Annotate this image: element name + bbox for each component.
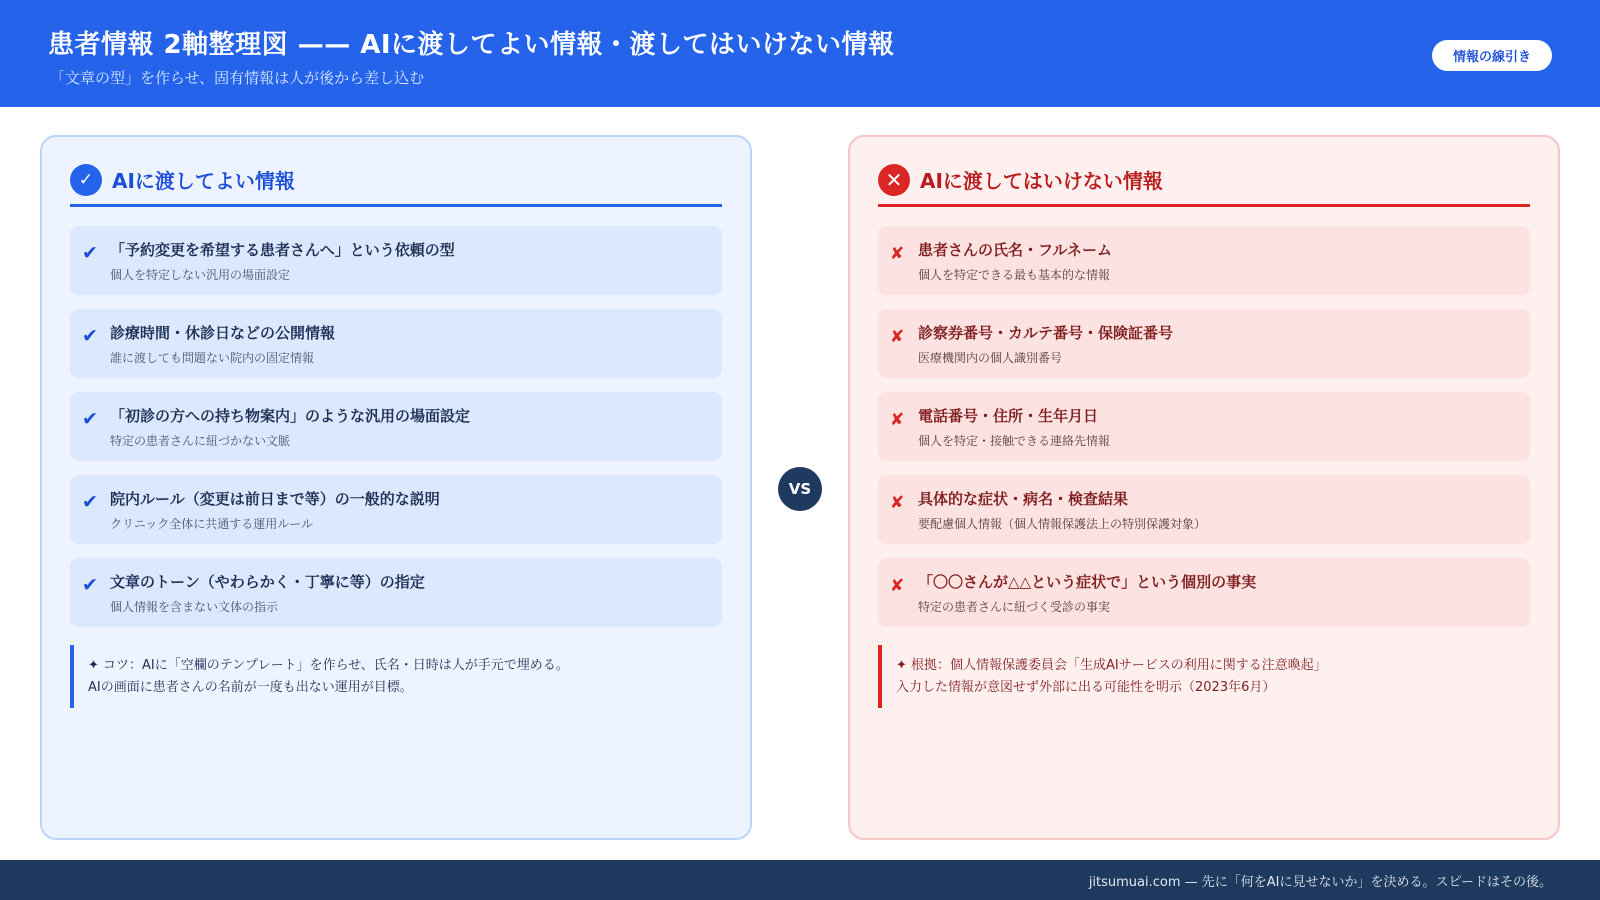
forbidden-item bbox=[878, 475, 1530, 544]
forbidden-item-title: 診察券番号・カルテ番号・保険証番号 bbox=[918, 324, 1174, 342]
allowed-item bbox=[70, 226, 722, 295]
forbidden-item-title: 具体的な症状・病名・検査結果 bbox=[918, 490, 1129, 508]
category-badge: 情報の線引き bbox=[1432, 40, 1552, 71]
forbidden-panel-header bbox=[878, 161, 1530, 207]
forbidden-panel-title: AIに渡してはいけない情報 bbox=[920, 169, 1163, 193]
allowed-item-desc: 個人を特定しない汎用の場面設定 bbox=[110, 268, 291, 282]
cross-icon: ✕ bbox=[878, 164, 910, 196]
forbidden-info-panel bbox=[848, 135, 1560, 840]
allowed-item bbox=[70, 558, 722, 627]
allowed-item-title: 「予約変更を希望する患者さんへ」という依頼の型 bbox=[110, 241, 455, 259]
tip-note-line: ✦ コツ：AIに「空欄のテンプレート」を作らせ、氏名・日時は人が手元で埋める。 bbox=[88, 658, 569, 673]
x-mark-icon: ✘ bbox=[890, 244, 905, 264]
forbidden-list bbox=[878, 226, 1530, 641]
footer-text: jitsumuai.com — 先に「何をAIに見せないか」を決める。スピードはその後。 bbox=[1088, 875, 1552, 890]
check-icon: ✓ bbox=[70, 164, 102, 196]
allowed-item bbox=[70, 475, 722, 544]
forbidden-item-desc: 個人を特定できる最も基本的な情報 bbox=[918, 268, 1111, 282]
forbidden-item bbox=[878, 309, 1530, 378]
forbidden-item bbox=[878, 226, 1530, 295]
allowed-item-desc: クリニック全体に共通する運用ルール bbox=[110, 517, 314, 531]
checkmark-icon: ✔ bbox=[82, 242, 98, 264]
forbidden-item-title: 患者さんの氏名・フルネーム bbox=[918, 241, 1112, 259]
checkmark-icon: ✔ bbox=[82, 574, 98, 596]
footer-bar bbox=[0, 860, 1600, 900]
allowed-item-title: 院内ルール（変更は前日まで等）の一般的な説明 bbox=[110, 490, 440, 508]
allowed-info-panel bbox=[40, 135, 752, 840]
source-note-line: 入力した情報が意図せず外部に出る可能性を明示（2023年6月） bbox=[896, 680, 1276, 695]
allowed-item-desc: 特定の患者さんに紐づかない文脈 bbox=[110, 434, 291, 448]
x-mark-icon: ✘ bbox=[890, 410, 905, 430]
allowed-item-title: 文章のトーン（やわらかく・丁寧に等）の指定 bbox=[110, 573, 425, 591]
vs-badge: VS bbox=[778, 467, 822, 511]
source-note bbox=[878, 645, 1530, 708]
checkmark-icon: ✔ bbox=[82, 491, 98, 513]
forbidden-item-title: 「〇〇さんが△△という症状で」という個別の事実 bbox=[918, 573, 1257, 591]
x-mark-icon: ✘ bbox=[890, 327, 905, 347]
allowed-item-title: 診療時間・休診日などの公開情報 bbox=[110, 324, 336, 342]
allowed-item bbox=[70, 392, 722, 461]
checkmark-icon: ✔ bbox=[82, 325, 98, 347]
allowed-item-desc: 誰に渡しても問題ない院内の固定情報 bbox=[110, 351, 315, 365]
tip-note bbox=[70, 645, 722, 708]
forbidden-item-desc: 特定の患者さんに紐づく受診の事実 bbox=[918, 600, 1111, 614]
allowed-item-desc: 個人情報を含まない文体の指示 bbox=[110, 600, 279, 614]
x-mark-icon: ✘ bbox=[890, 576, 905, 596]
forbidden-item-desc: 医療機関内の個人識別番号 bbox=[918, 351, 1063, 365]
allowed-item bbox=[70, 309, 722, 378]
forbidden-item bbox=[878, 558, 1530, 627]
allowed-item-title: 「初診の方への持ち物案内」のような汎用の場面設定 bbox=[110, 407, 471, 425]
forbidden-item-desc: 個人を特定・接触できる連絡先情報 bbox=[918, 434, 1111, 448]
header-bar bbox=[0, 0, 1600, 107]
page-title: 患者情報 2軸整理図 —— AIに渡してよい情報・渡してはいけない情報 bbox=[48, 30, 895, 60]
x-mark-icon: ✘ bbox=[890, 493, 905, 513]
page-subtitle: 「文章の型」を作らせ、固有情報は人が後から差し込む bbox=[50, 69, 425, 87]
allowed-panel-header bbox=[70, 161, 722, 207]
forbidden-item bbox=[878, 392, 1530, 461]
source-note-line: ✦ 根拠：個人情報保護委員会「生成AIサービスの利用に関する注意喚起」 bbox=[896, 658, 1327, 673]
tip-note-line: AIの画面に患者さんの名前が一度も出ない運用が目標。 bbox=[88, 680, 413, 695]
forbidden-item-title: 電話番号・住所・生年月日 bbox=[918, 407, 1099, 425]
allowed-panel-title: AIに渡してよい情報 bbox=[112, 169, 295, 193]
checkmark-icon: ✔ bbox=[82, 408, 98, 430]
forbidden-item-desc: 要配慮個人情報（個人情報保護法上の特別保護対象） bbox=[918, 517, 1207, 531]
allowed-list bbox=[70, 226, 722, 641]
